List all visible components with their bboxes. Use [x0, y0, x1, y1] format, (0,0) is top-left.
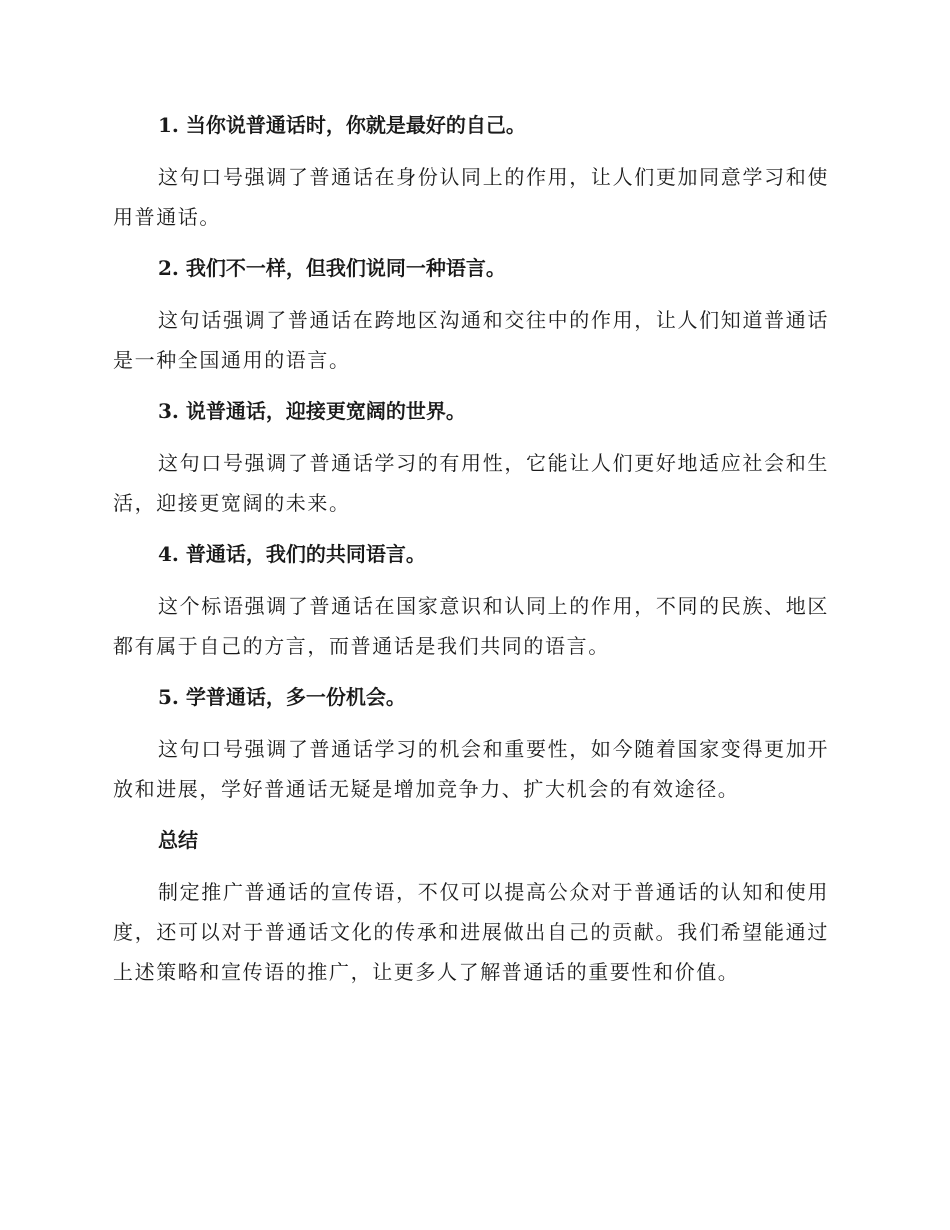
section-1: [113, 106, 829, 249]
section-body: 这句口号强调了普通话在身份认同上的作用，让人们更加同意学习和使用普通话。: [113, 165, 829, 229]
section-3: [113, 392, 829, 535]
section-heading: 1. 当你说普通话时，你就是最好的自己。: [158, 113, 526, 137]
section-heading: 5. 学普通话，多一份机会。: [158, 685, 406, 709]
section-heading: 2. 我们不一样，但我们说同一种语言。: [158, 256, 506, 280]
section-body: 这句口号强调了普通话学习的机会和重要性，如今随着国家变得更加开放和进展，学好普通话无疑是增加竞争力、扩大机会的有效途径。: [113, 737, 829, 801]
section-body: 这句话强调了普通话在跨地区沟通和交往中的作用，让人们知道普通话是一种全国通用的语言。: [113, 308, 829, 372]
summary-body: 制定推广普通话的宣传语，不仅可以提高公众对于普通话的认知和使用度，还可以对于普通话文化的传承和进展做出自己的贡献。我们希望能通过上述策略和宣传语的推广，让更多人了解普通话的重要性和价值。: [113, 880, 829, 984]
section-5: [113, 678, 829, 821]
section-heading: 4. 普通话，我们的共同语言。: [158, 542, 426, 566]
section-summary: [113, 821, 829, 992]
summary-heading: 总结: [158, 828, 198, 852]
section-body: 这句口号强调了普通话学习的有用性，它能让人们更好地适应社会和生活，迎接更宽阔的未来。: [113, 451, 829, 515]
section-4: [113, 535, 829, 678]
section-2: [113, 249, 829, 392]
section-body: 这个标语强调了普通话在国家意识和认同上的作用，不同的民族、地区都有属于自己的方言，而普通话是我们共同的语言。: [113, 594, 829, 658]
document-page: [113, 106, 829, 992]
section-heading: 3. 说普通话，迎接更宽阔的世界。: [158, 399, 466, 423]
